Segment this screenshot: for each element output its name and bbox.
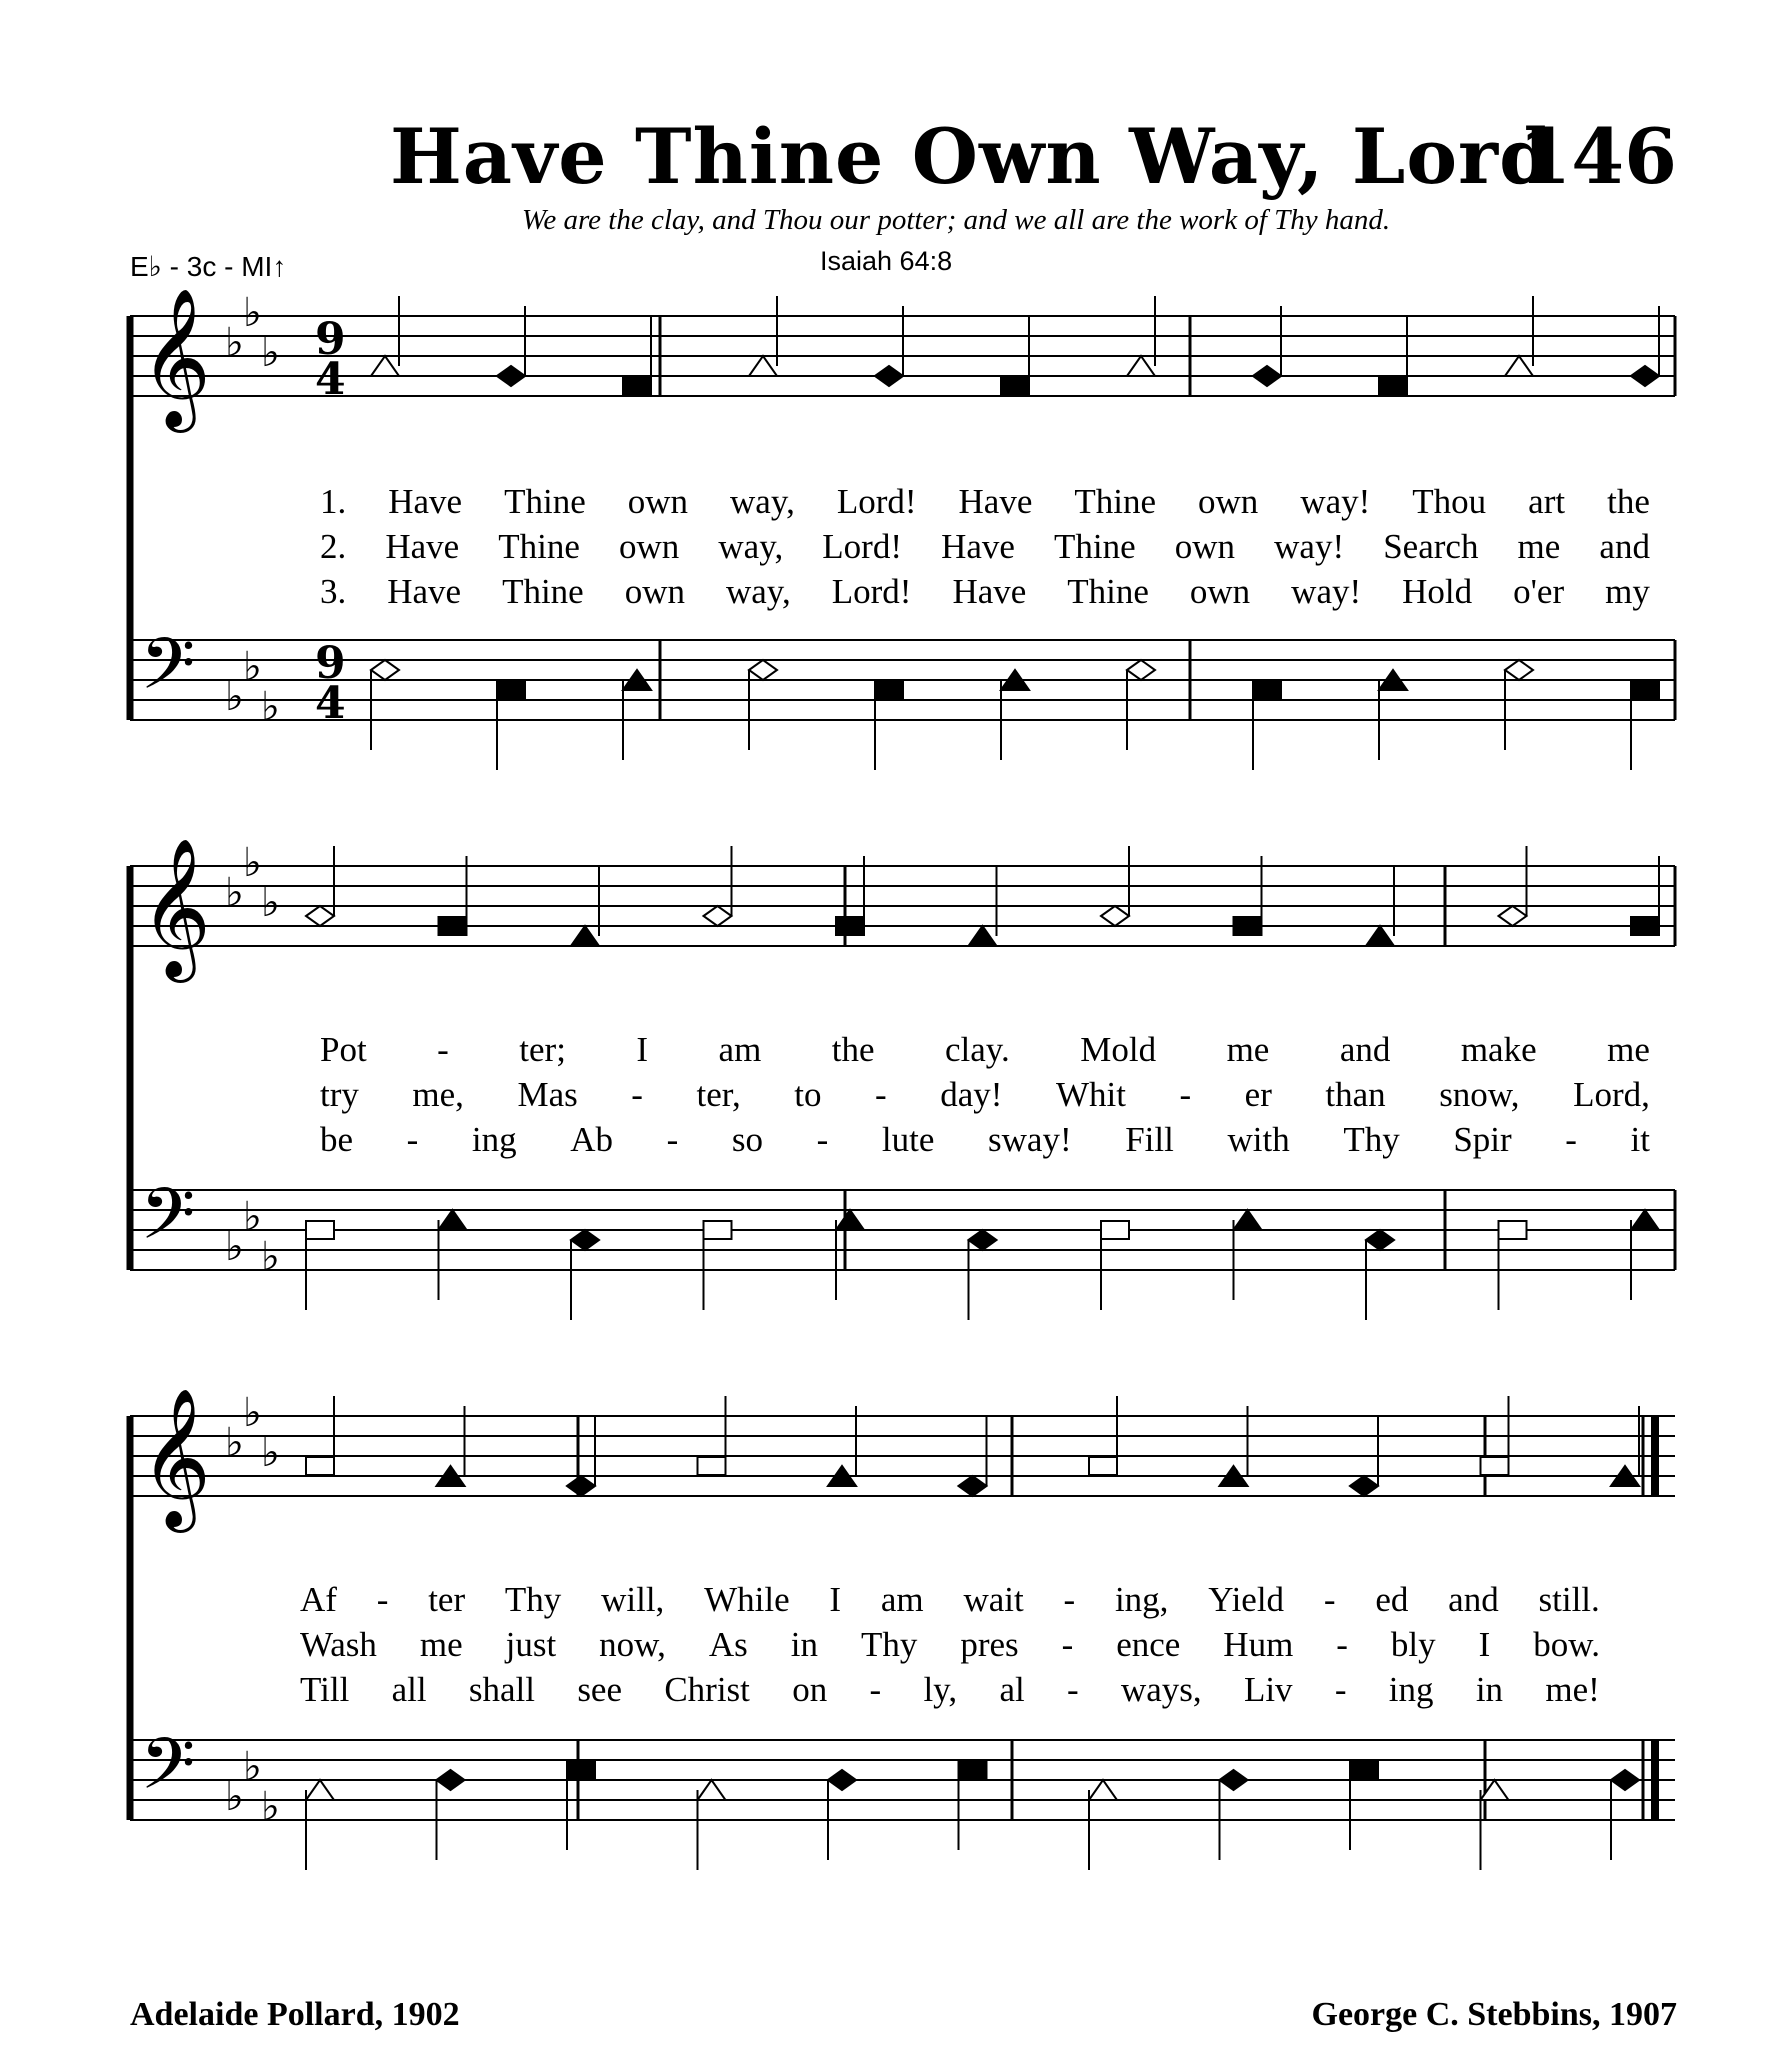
note-head (439, 917, 467, 935)
lyric-line-system3-verse2 (300, 1625, 1600, 1665)
lyric-syllable: my (1605, 572, 1650, 611)
lyric-syllable: - (869, 1670, 882, 1709)
lyric-syllable: o'er (1513, 572, 1565, 611)
lyric-syllable: ter, (696, 1075, 741, 1114)
lyric-syllable: own (624, 572, 685, 611)
note-head (698, 1780, 726, 1800)
note-head (1101, 906, 1129, 926)
note-head (571, 1230, 599, 1250)
lyric-syllable: Have (958, 482, 1033, 521)
lyric-syllable: Lord! (831, 572, 912, 611)
note-head (1366, 1230, 1394, 1250)
flat-sign-icon: ♭ (261, 684, 280, 730)
lyric-syllable: As (708, 1625, 748, 1664)
flat-sign-icon: ♭ (225, 674, 244, 720)
flat-sign-icon: ♭ (225, 1420, 244, 1466)
lyric-line-system2-verse3 (320, 1120, 1650, 1160)
lyric-syllable: Af (300, 1580, 337, 1619)
lyric-syllable: ing (471, 1120, 517, 1159)
lyric-syllable: Thine (1054, 527, 1136, 566)
lyric-syllable: in (790, 1625, 818, 1664)
note-head (704, 906, 732, 926)
note-head (371, 660, 399, 680)
scripture-quote: We are the clay, and Thou our potter; and we all are the work of Thy hand. (521, 204, 1391, 236)
note-head (1234, 1210, 1262, 1230)
lyric-syllable: own (1189, 572, 1251, 611)
flat-sign-icon: ♭ (261, 880, 280, 926)
bass-clef-icon: 𝄢 (140, 1723, 196, 1823)
note-head (959, 1476, 987, 1496)
note-head (749, 660, 777, 680)
tune-info: E♭ - 3c - MI↑ (130, 251, 287, 282)
lyric-line-system3-verse1 (300, 1580, 1600, 1620)
note-head (567, 1476, 595, 1496)
lyric-syllable: Thine (504, 482, 586, 521)
flat-sign-icon: ♭ (243, 644, 262, 690)
note-head (836, 1210, 864, 1230)
lyric-syllable: Whit (1055, 1075, 1126, 1114)
lyric-syllable: - (1179, 1075, 1192, 1114)
lyric-syllable: 1. (320, 482, 347, 521)
lyric-syllable: own (1174, 527, 1236, 566)
lyric-syllable: with (1227, 1120, 1290, 1159)
lyric-syllable: way, (730, 482, 795, 521)
lyric-syllable: ence (1116, 1625, 1181, 1664)
note-head (1127, 660, 1155, 680)
flat-sign-icon: ♭ (225, 870, 244, 916)
lyric-syllable: way, (718, 527, 784, 566)
lyric-syllable: - (1334, 1670, 1347, 1709)
bass-clef-icon: 𝄢 (140, 623, 196, 723)
scripture-reference: Isaiah 64:8 (820, 246, 953, 276)
note-head (749, 356, 777, 376)
lyric-syllable: in (1475, 1670, 1504, 1709)
lyric-syllable: - (1067, 1670, 1079, 1709)
flat-sign-icon: ♭ (261, 330, 280, 376)
time-signature-bottom: 4 (315, 354, 346, 405)
lyric-syllable: be (320, 1120, 354, 1159)
time-signature-top: 9 (315, 638, 346, 689)
note-head (1350, 1761, 1378, 1779)
lyric-line-system2-verse2 (320, 1075, 1650, 1115)
lyric-syllable: make (1460, 1030, 1537, 1069)
hymn-title: Have Thine Own Way, Lord (390, 112, 1554, 201)
lyric-syllable: Wash (300, 1625, 377, 1664)
lyric-syllable: - (875, 1075, 887, 1114)
note-head (704, 1221, 732, 1239)
lyric-syllable: will, (601, 1580, 665, 1619)
lyric-syllable: all (391, 1670, 427, 1709)
bass-clef-icon: 𝄢 (140, 1173, 196, 1273)
note-head (497, 366, 525, 386)
time-signature-bottom: 4 (315, 678, 346, 729)
note-head (1350, 1476, 1378, 1496)
lyric-syllable: still. (1538, 1580, 1600, 1619)
lyric-syllable: way! (1291, 572, 1362, 611)
lyric-syllable: - (376, 1580, 389, 1619)
lyric-syllable: Mold (1080, 1030, 1157, 1069)
note-head (1234, 917, 1262, 935)
lyric-syllable: Fill (1125, 1120, 1174, 1159)
lyric-syllable: shall (468, 1670, 536, 1709)
note-head (1631, 1210, 1659, 1230)
treble-clef-icon: 𝄞 (140, 1388, 211, 1527)
note-head (1253, 681, 1281, 699)
lyric-syllable: Thou (1412, 482, 1487, 521)
lyric-syllable: me (419, 1625, 463, 1664)
lyric-syllable: Lord! (836, 482, 917, 521)
flat-sign-icon: ♭ (261, 1784, 280, 1830)
lyric-syllable: - (631, 1075, 643, 1114)
lyric-syllable: own (1198, 482, 1259, 521)
lyric-syllable: sway! (988, 1120, 1072, 1159)
note-head (571, 926, 599, 946)
note-head (1089, 1780, 1117, 1800)
lyric-syllable: ter (428, 1580, 466, 1619)
note-head (969, 1230, 997, 1250)
lyric-syllable: - (816, 1120, 829, 1159)
lyric-line-system1-verse3 (320, 572, 1650, 612)
lyric-syllable: just (505, 1625, 557, 1664)
lyric-syllable: Have (385, 527, 460, 566)
lyric-syllable: own (619, 527, 680, 566)
lyric-syllable: - (406, 1120, 419, 1159)
note-head (698, 1457, 726, 1475)
note-head (969, 926, 997, 946)
flat-sign-icon: ♭ (225, 1224, 244, 1270)
lyric-syllable: 2. (320, 527, 347, 566)
words-credit: Adelaide Pollard, 1902 (130, 1996, 460, 2033)
lyric-syllable: snow, (1439, 1075, 1520, 1114)
note-head (1220, 1770, 1248, 1790)
lyric-syllable: art (1528, 482, 1566, 521)
lyric-syllable: - (1063, 1580, 1076, 1619)
lyric-syllable: try (320, 1075, 359, 1114)
flat-sign-icon: ♭ (243, 290, 262, 336)
note-head (439, 1210, 467, 1230)
lyric-syllable: Have (388, 482, 463, 521)
lyric-syllable: al (999, 1670, 1025, 1709)
lyric-syllable: Thine (1067, 572, 1149, 611)
lyric-syllable: Lord, (1573, 1075, 1650, 1114)
lyric-syllable: to (794, 1075, 822, 1114)
lyric-syllable: and (1448, 1580, 1499, 1619)
lyric-syllable: Christ (664, 1670, 750, 1709)
lyric-syllable: than (1325, 1075, 1386, 1114)
lyric-syllable: - (1323, 1580, 1336, 1619)
note-head (567, 1761, 595, 1779)
lyric-syllable: Liv (1243, 1670, 1293, 1709)
flat-sign-icon: ♭ (225, 1774, 244, 1820)
note-head (1499, 1221, 1527, 1239)
lyric-syllable: it (1630, 1120, 1650, 1159)
note-head (437, 1770, 465, 1790)
lyric-line-system3-verse3 (300, 1670, 1600, 1710)
lyric-syllable: 3. (320, 572, 347, 611)
lyric-syllable: ter; (519, 1030, 566, 1069)
lyric-syllable: Thine (498, 527, 580, 566)
lyric-syllable: ed (1375, 1580, 1409, 1619)
lyric-syllable: Have (952, 572, 1027, 611)
lyric-syllable: and (1339, 1030, 1391, 1069)
lyric-syllable: way, (725, 572, 791, 611)
flat-sign-icon: ♭ (243, 1194, 262, 1240)
lyric-syllable: Thy (504, 1580, 562, 1619)
note-head (623, 377, 651, 395)
lyric-syllable: own (627, 482, 689, 521)
lyric-syllable: so (731, 1120, 764, 1159)
lyric-syllable: the (1607, 482, 1650, 521)
lyric-syllable: am (880, 1580, 924, 1619)
lyric-syllable: wait (963, 1580, 1024, 1619)
lyric-syllable: Mas (517, 1075, 578, 1114)
lyric-syllable: day! (940, 1075, 1003, 1114)
note-head (875, 681, 903, 699)
lyric-syllable: - (1565, 1120, 1577, 1159)
note-head (497, 681, 525, 699)
lyric-syllable: now, (599, 1625, 666, 1664)
lyric-syllable: Till (300, 1670, 350, 1709)
lyric-syllable: ing, (1114, 1580, 1169, 1619)
note-head (306, 1780, 334, 1800)
note-head (1631, 917, 1659, 935)
lyric-syllable: I (636, 1030, 649, 1069)
lyric-syllable: clay. (945, 1030, 1010, 1069)
lyric-syllable: Lord! (822, 527, 902, 566)
lyric-syllable: Have (387, 572, 462, 611)
lyric-syllable: I (829, 1580, 842, 1619)
lyric-syllable: Spir (1453, 1120, 1512, 1159)
note-head (836, 917, 864, 935)
lyric-syllable: Search (1383, 527, 1479, 566)
lyric-syllable: Pot (320, 1030, 367, 1069)
flat-sign-icon: ♭ (243, 840, 262, 886)
lyric-syllable: - (1061, 1625, 1074, 1664)
lyric-syllable: way! (1274, 527, 1345, 566)
lyric-line-system1-verse2 (320, 527, 1650, 567)
note-head (1631, 681, 1659, 699)
lyric-syllable: Hum (1223, 1625, 1294, 1664)
flat-sign-icon: ♭ (243, 1390, 262, 1436)
treble-clef-icon: 𝄞 (140, 838, 211, 977)
lyric-syllable: me (1517, 527, 1561, 566)
lyric-line-system2-verse1 (320, 1030, 1650, 1070)
lyric-syllable: - (666, 1120, 679, 1159)
lyric-syllable: on (792, 1670, 828, 1709)
lyric-syllable: Have (941, 527, 1015, 566)
lyric-syllable: bly (1390, 1625, 1436, 1664)
note-head (1631, 366, 1659, 386)
lyric-syllable: Hold (1402, 572, 1473, 611)
treble-clef-icon: 𝄞 (140, 288, 211, 427)
note-head (306, 906, 334, 926)
lyric-syllable: I (1478, 1625, 1491, 1664)
lyric-syllable: Yield (1208, 1580, 1285, 1619)
lyric-syllable: Ab (570, 1120, 614, 1159)
lyric-line-system1-verse1 (320, 482, 1650, 522)
lyric-syllable: pres (960, 1625, 1019, 1664)
note-head (1379, 377, 1407, 395)
lyric-syllable: me (1607, 1030, 1650, 1069)
lyric-syllable: - (1336, 1625, 1348, 1664)
lyric-syllable: way! (1300, 482, 1371, 521)
music-credit: George C. Stebbins, 1907 (1311, 1996, 1677, 2033)
lyric-syllable: am (718, 1030, 762, 1069)
lyric-syllable: the (831, 1030, 875, 1069)
note-head (306, 1457, 334, 1475)
hymn-number: 146 (1518, 112, 1677, 201)
lyric-syllable: bow. (1533, 1625, 1600, 1664)
note-head (1611, 1770, 1639, 1790)
lyric-syllable: - (437, 1030, 449, 1069)
lyric-syllable: ly, (923, 1670, 958, 1709)
lyric-syllable: me! (1545, 1670, 1600, 1709)
lyric-syllable: er (1244, 1075, 1272, 1114)
lyric-syllable: Thine (1074, 482, 1157, 521)
note-head (1253, 366, 1281, 386)
note-head (1505, 356, 1533, 376)
note-head (1101, 1221, 1129, 1239)
note-head (306, 1221, 334, 1239)
note-head (1127, 356, 1155, 376)
note-head (828, 1770, 856, 1790)
lyric-syllable: ing (1388, 1670, 1434, 1709)
flat-sign-icon: ♭ (261, 1430, 280, 1476)
note-head (1366, 926, 1394, 946)
lyric-syllable: ways, (1120, 1670, 1202, 1709)
lyric-syllable: Thy (1343, 1120, 1400, 1159)
note-head (959, 1761, 987, 1779)
flat-sign-icon: ♭ (261, 1234, 280, 1280)
lyric-syllable: Thine (502, 572, 584, 611)
note-head (1505, 660, 1533, 680)
lyric-syllable: me (1226, 1030, 1270, 1069)
lyric-syllable: and (1599, 527, 1650, 566)
note-head (1481, 1457, 1509, 1475)
lyric-syllable: lute (881, 1120, 935, 1159)
lyric-syllable: see (577, 1670, 623, 1709)
note-head (1089, 1457, 1117, 1475)
flat-sign-icon: ♭ (225, 320, 244, 366)
time-signature-top: 9 (315, 314, 346, 365)
lyric-syllable: Thy (860, 1625, 918, 1664)
lyric-syllable: me, (412, 1075, 464, 1114)
flat-sign-icon: ♭ (243, 1744, 262, 1790)
lyric-syllable: While (704, 1580, 790, 1619)
note-head (1001, 377, 1029, 395)
note-head (1499, 906, 1527, 926)
note-head (875, 366, 903, 386)
note-head (371, 356, 399, 376)
